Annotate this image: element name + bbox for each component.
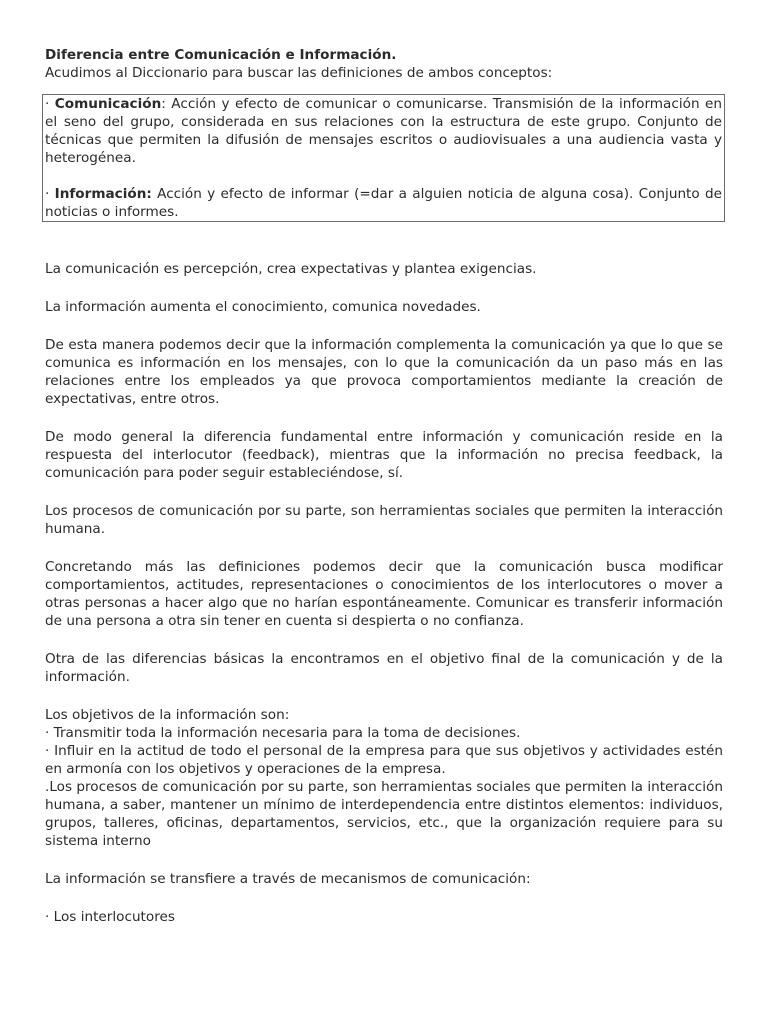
paragraph: Concretando más las definiciones podemos decir que la comunicación busca modificar comportamientos, actitudes, representaciones o conocimientos de los interlocutores o mover a otras personas a hacer algo que no harían espontáneamente. Comunicar es transferir información de una persona a otra sin tener en cuenta si despierta o no confianza. — [45, 559, 723, 629]
definition-text: : Acción y efecto de comunicar o comunicarse. Transmisión de la información en el seno del grupo, considerada en sus relaciones con la estructura de este grupo. Conjunto de técnicas que permiten la difusión de mensajes escritos o audiovisuales a una audiencia vasta y heterogénea. — [45, 96, 722, 166]
objectives-heading: Los objetivos de la información son: — [45, 707, 290, 723]
document-title: Diferencia entre Comunicación e Información. — [45, 47, 397, 63]
paragraph: La comunicación es percepción, crea expectativas y plantea exigencias. — [45, 261, 537, 277]
list-item: · Los interlocutores — [45, 909, 175, 925]
paragraph: De esta manera podemos decir que la información complementa la comunicación ya que lo que se comunica es información en los mensajes, con lo que la comunicación da un paso más en las relaciones entre los empleados ya que provoca comportamientos mediante la creación de expectativas, entre otros. — [45, 337, 723, 407]
paragraph: De modo general la diferencia fundamental entre información y comunicación reside en la respuesta del interlocutor (feedback), mientras que la información no precisa feedback, la comunicación para poder seguir estableciéndose, sí. — [45, 429, 723, 481]
objective-item: .Los procesos de comunicación por su parte, son herramientas sociales que permiten la interacción humana, a saber, mantener un mínimo de interdependencia entre distintos elementos: individuos, grupos, talleres, oficinas, departamentos, servicios, etc., que la organización requiere para su sistema interno — [45, 779, 723, 849]
intro-text: Acudimos al Diccionario para buscar las definiciones de ambos conceptos: — [45, 65, 553, 81]
document-body — [45, 46, 723, 926]
definition-comunicacion — [45, 95, 722, 167]
definition-informacion — [45, 185, 722, 221]
paragraph: Otra de las diferencias básicas la encontramos en el objetivo final de la comunicación y de la información. — [45, 651, 723, 685]
definition-term: Información: — [54, 186, 152, 202]
definitions-box — [42, 94, 725, 222]
objective-item: · Influir en la actitud de todo el personal de la empresa para que sus objetivos y actividades estén en armonía con los objetivos y operaciones de la empresa. — [45, 743, 723, 777]
paragraph: Los procesos de comunicación por su parte, son herramientas sociales que permiten la interacción humana. — [45, 503, 723, 537]
definition-bullet: · — [45, 186, 55, 202]
closing-text: La información se transfiere a través de mecanismos de comunicación: — [45, 871, 531, 887]
definition-term: Comunicación — [54, 96, 162, 112]
definition-text: Acción y efecto de informar (=dar a alguien noticia de alguna cosa). Conjunto de noticias o informes. — [45, 186, 722, 220]
definition-bullet: · — [45, 96, 55, 112]
paragraph: La información aumenta el conocimiento, comunica novedades. — [45, 299, 481, 315]
objective-item: · Transmitir toda la información necesaria para la toma de decisiones. — [45, 725, 521, 741]
